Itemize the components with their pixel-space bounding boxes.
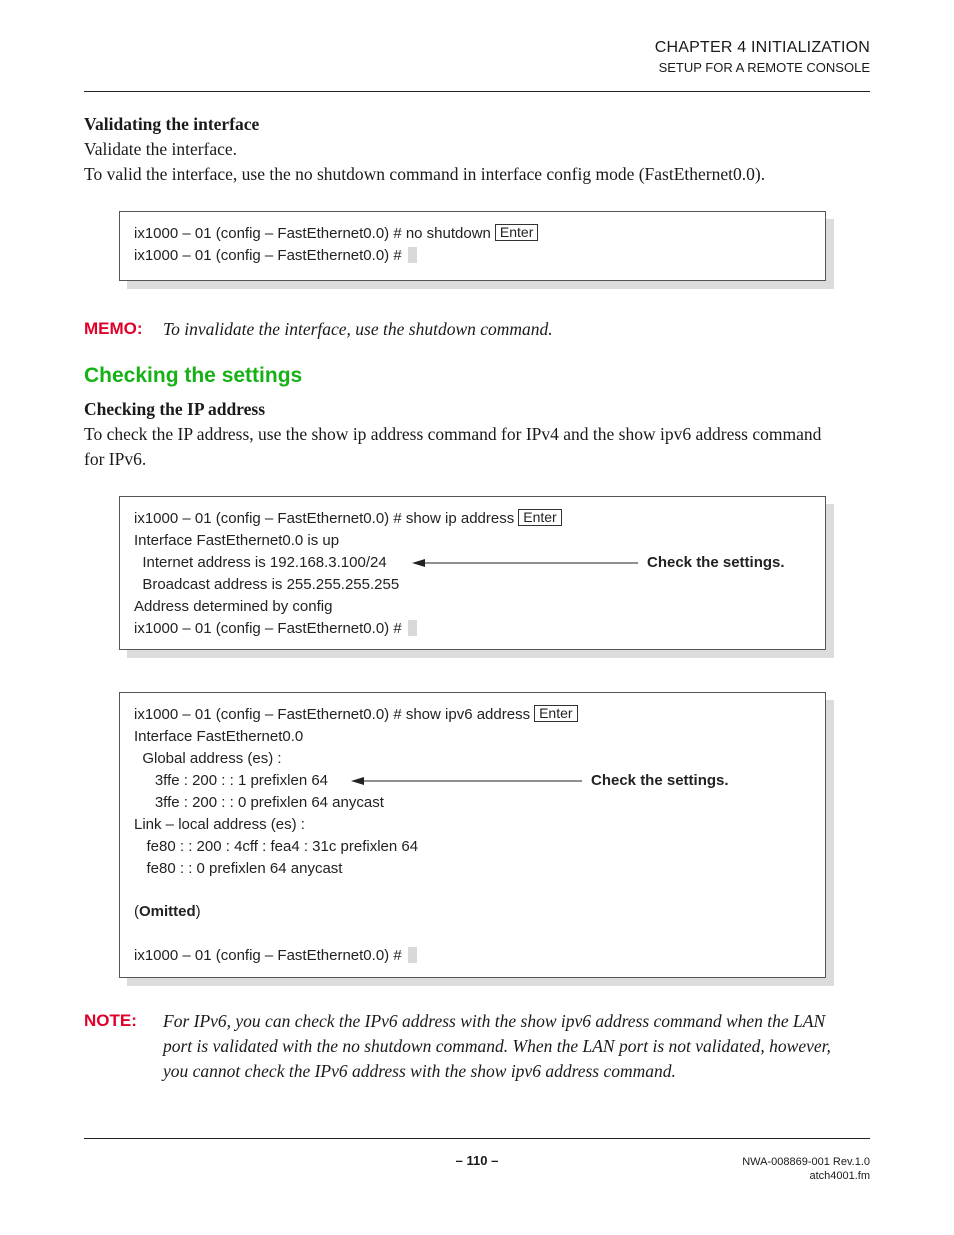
doc-file: atch4001.fm — [809, 1170, 870, 1182]
console-text: ix1000 – 01 (config – FastEthernet0.0) # — [134, 947, 402, 964]
console-line: 3ffe : 200 : : 0 prefixlen 64 anycast — [134, 794, 384, 811]
page-number: – 110 – — [455, 1153, 499, 1168]
console-line — [134, 704, 578, 726]
validate-line-1: Validate the interface. — [84, 139, 238, 159]
console-text: ix1000 – 01 (config – FastEthernet0.0) # no shutdown — [134, 225, 491, 242]
console-line: Interface FastEthernet0.0 — [134, 728, 304, 745]
checking-settings-heading: Checking the settings — [84, 364, 303, 387]
console-line: fe80 : : 200 : 4cff : fea4 : 31c prefixlen 64 — [134, 838, 419, 855]
console-line — [134, 223, 538, 245]
console-line — [134, 945, 417, 967]
section-title: SETUP FOR A REMOTE CONSOLE — [658, 60, 870, 75]
console-text: ix1000 – 01 (config – FastEthernet0.0) # show ip address — [134, 510, 515, 527]
note-line-2: port is validated with the no shutdown command. When the LAN port is not validated, however, — [163, 1036, 831, 1056]
console-line: fe80 : : 0 prefixlen 64 anycast — [134, 860, 343, 877]
header-rule — [84, 91, 870, 92]
note-line-3: you cannot check the IPv6 address with the show ipv6 address command. — [163, 1061, 676, 1081]
chapter-title: CHAPTER 4 INITIALIZATION — [654, 39, 870, 56]
memo-label: MEMO: — [84, 319, 143, 338]
console-line: 3ffe : 200 : : 1 prefixlen 64 — [134, 772, 329, 789]
console-line: Broadcast address is 255.255.255.255 — [134, 576, 400, 593]
memo-text: To invalidate the interface, use the shutdown command. — [163, 319, 553, 339]
console-line — [134, 245, 417, 267]
callout-check-settings: Check the settings. — [591, 772, 729, 789]
console-line: Address determined by config — [134, 598, 333, 615]
enter-key: Enter — [534, 705, 577, 722]
console-line: Global address (es) : — [134, 750, 282, 767]
console-line-omitted — [134, 901, 201, 923]
validate-heading: Validating the interface — [84, 114, 260, 134]
cursor-block — [408, 620, 417, 636]
note-line-1: For IPv6, you can check the IPv6 address with the show ipv6 address command when the LAN — [163, 1011, 826, 1031]
console-line: Interface FastEthernet0.0 is up — [134, 532, 340, 549]
paren-open: ( — [134, 903, 139, 920]
footer-rule — [84, 1138, 870, 1139]
checking-body-line-1: To check the IP address, use the show ip address command for IPv4 and the show ipv6 address command — [84, 424, 822, 444]
console-box-show-ipv6 — [119, 692, 826, 978]
console-box-show-ip — [119, 496, 826, 650]
arrow-head — [351, 777, 364, 785]
console-text: ix1000 – 01 (config – FastEthernet0.0) # show ipv6 address — [134, 706, 531, 723]
enter-key: Enter — [495, 224, 538, 241]
console-line — [134, 618, 417, 640]
enter-key: Enter — [518, 509, 561, 526]
console-line — [134, 508, 562, 530]
cursor-block — [408, 247, 417, 263]
checking-ip-subheading: Checking the IP address — [84, 399, 266, 419]
console-line: Link – local address (es) : — [134, 816, 305, 833]
console-text: ix1000 – 01 (config – FastEthernet0.0) # — [134, 620, 402, 637]
checking-body-line-2: for IPv6. — [84, 449, 147, 469]
validate-line-2: To valid the interface, use the no shutdown command in interface config mode (FastEthernet0.0). — [84, 164, 766, 184]
console-text: ix1000 – 01 (config – FastEthernet0.0) # — [134, 247, 402, 264]
paren-close: ) — [195, 903, 201, 920]
arrow-head — [412, 559, 425, 567]
callout-arrow — [351, 770, 584, 792]
doc-id: NWA-008869-001 Rev.1.0 — [742, 1156, 870, 1168]
cursor-block — [408, 947, 417, 963]
console-line: Internet address is 192.168.3.100/24 — [134, 554, 387, 571]
omitted-label: Omitted — [139, 903, 196, 920]
console-box-no-shutdown — [119, 211, 826, 281]
callout-arrow — [412, 552, 640, 574]
note-label: NOTE: — [84, 1011, 137, 1030]
callout-check-settings: Check the settings. — [647, 554, 785, 571]
footer-doc-info — [742, 1155, 870, 1183]
